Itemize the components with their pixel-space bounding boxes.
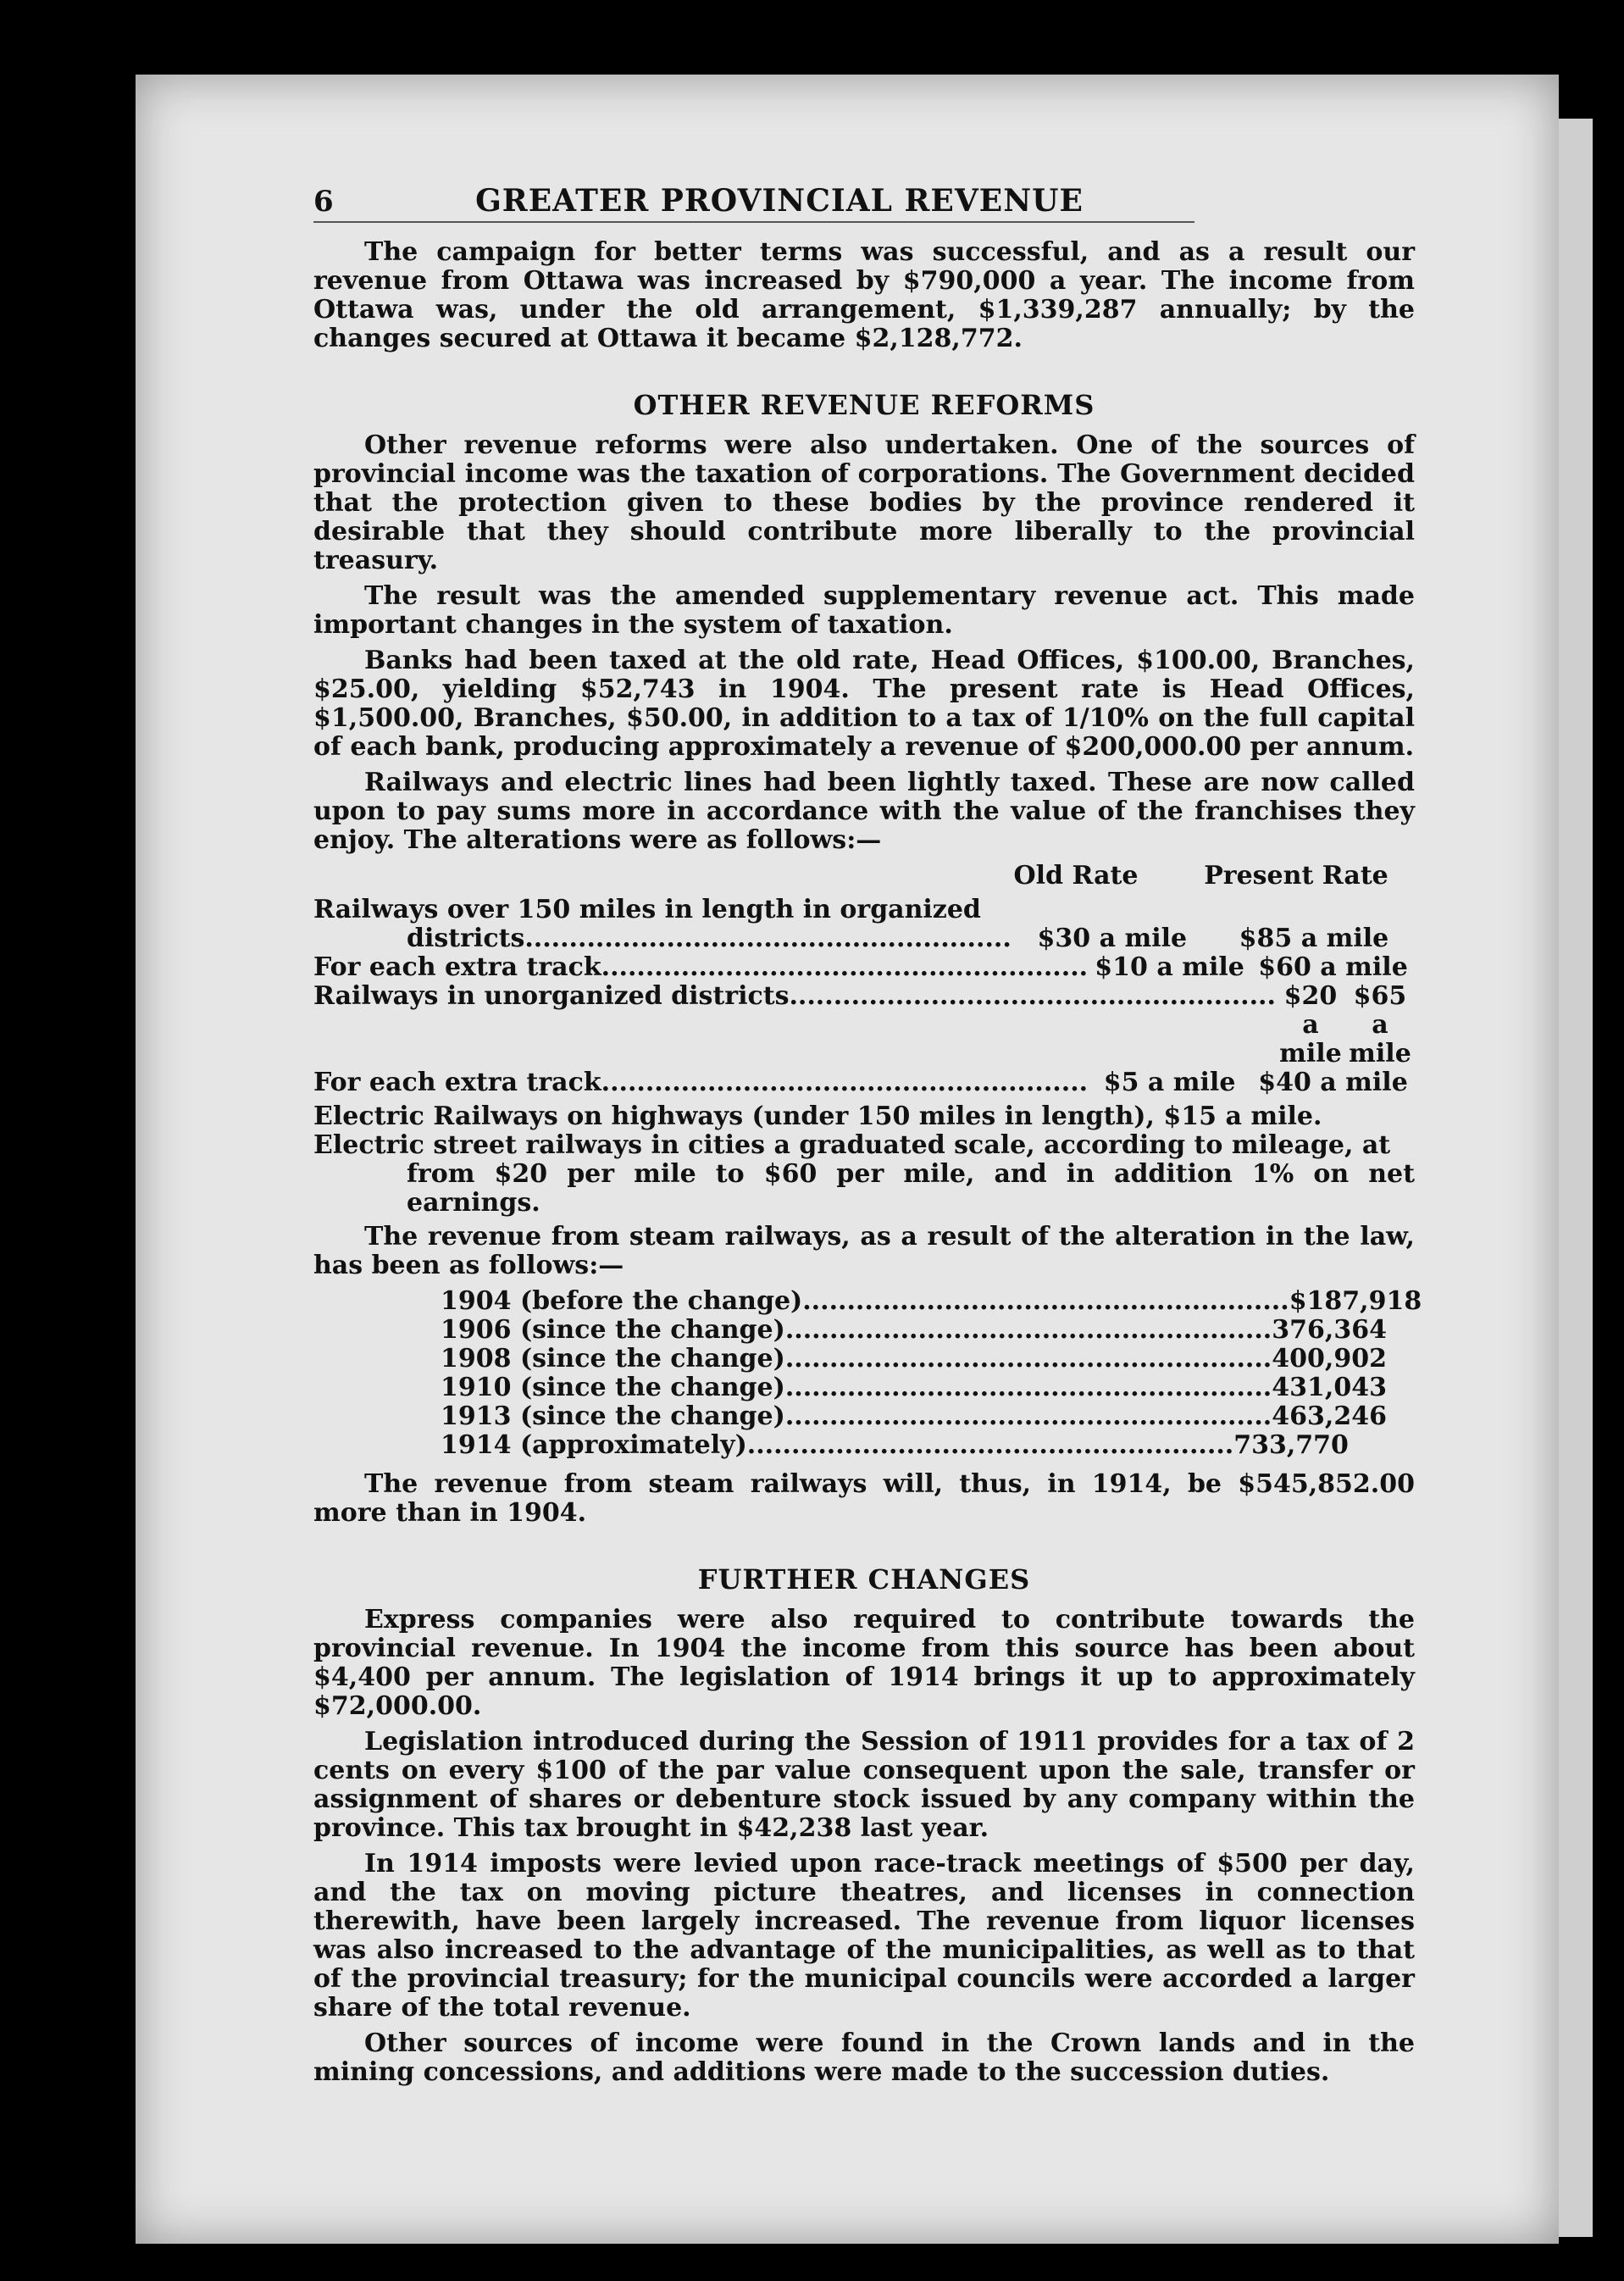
- old-rate-cell: $20 a mile: [1279, 981, 1342, 1068]
- revenue-year: 1910 (since the change).......................................................: [441, 1373, 1272, 1402]
- list-item: [441, 1373, 1387, 1402]
- present-rate-column-header: Present Rate: [1204, 861, 1388, 891]
- paragraph: Express companies were also required to contribute towards the provincial revenue. In 1904 the income from this source has been about $4,400 per annum. The legislation of 1914 brings it up to approximately $72,000.00.: [313, 1605, 1415, 1721]
- row-label: For each extra track.......................................................: [313, 1068, 1089, 1097]
- revenue-year: 1904 (before the change).......................................................: [441, 1286, 1289, 1316]
- paragraph: Railways and electric lines had been lightly taxed. These are now called upon to pay sums more in accordance with the value of the franchises they enjoy. The alterations were as follows:—: [313, 768, 1415, 855]
- table-row: [313, 982, 1415, 1068]
- page-content: [313, 183, 1422, 2094]
- street-railways-note: Electric street railways in cities a graduated scale, according to mileage, at: [313, 1130, 1391, 1160]
- old-rate-cell: $5 a mile: [1103, 1068, 1236, 1097]
- list-item: [441, 1286, 1422, 1316]
- paragraph: Other sources of income were found in the Crown lands and in the mining concessions, and additions were made to the succession duties.: [313, 2028, 1415, 2087]
- row-label: For each extra track.......................................................: [313, 952, 1089, 982]
- row-label: Railways over 150 miles in length in organized: [313, 895, 981, 924]
- page-number: 6: [313, 185, 334, 219]
- revenue-amount: 376,364: [1272, 1315, 1387, 1345]
- old-rate-column-header: Old Rate: [1013, 861, 1139, 891]
- steam-revenue-summary: The revenue from steam railways will, thus, in 1914, be $545,852.00 more than in 1904.: [313, 1469, 1415, 1528]
- table-row: [313, 1068, 1415, 1097]
- paragraph: The result was the amended supplementary revenue act. This made important changes in the system of taxation.: [313, 581, 1415, 640]
- revenue-year: 1906 (since the change).......................................................: [441, 1315, 1272, 1345]
- street-railways-note-continued: from $20 per mile to $60 per mile, and in addition 1% on net earnings.: [407, 1159, 1415, 1218]
- electric-railways-note: Electric Railways on highways (under 150 miles in length), $15 a mile.: [313, 1102, 1322, 1131]
- old-rate-cell: [981, 896, 1198, 924]
- running-header: [313, 183, 1194, 223]
- table-row: [313, 896, 1415, 924]
- list-item: [441, 1315, 1387, 1345]
- list-item: [441, 1430, 1349, 1460]
- steam-revenue-intro: The revenue from steam railways, as a result of the alteration in the law, has been as follows:—: [313, 1222, 1415, 1280]
- present-rate-cell: $85 a mile: [1239, 924, 1389, 953]
- old-rate-cell: $30 a mile: [1037, 924, 1188, 953]
- present-rate-cell: $65 a mile: [1349, 981, 1411, 1068]
- book-binding-edge: [1559, 119, 1593, 2237]
- row-label: Railways in unorganized districts.......................................................: [313, 981, 1276, 1011]
- revenue-amount: 733,770: [1233, 1430, 1349, 1460]
- row-label: districts.......................................................: [407, 924, 1012, 953]
- railway-rates-table: [313, 862, 1415, 1097]
- revenue-year: 1908 (since the change).......................................................: [441, 1344, 1272, 1374]
- steam-revenue-list: [441, 1286, 1422, 1460]
- paragraph: In 1914 imposts were levied upon race-track meetings of $500 per day, and the tax on moving picture theatres, and licenses in connection therewith, have been largely increased. The revenue from liquor licenses was also increased to the advantage of the municipalities, as well as to that of the provincial treasury; for the municipal councils were accorded a larger share of the total revenue.: [313, 1849, 1415, 2023]
- revenue-amount: 463,246: [1272, 1401, 1387, 1431]
- rates-table-header: [313, 862, 1415, 891]
- running-title: GREATER PROVINCIAL REVENUE: [475, 183, 1084, 219]
- old-rate-cell: $10 a mile: [1095, 952, 1244, 982]
- section-heading-other-revenue-reforms: OTHER REVENUE REFORMS: [633, 389, 1095, 421]
- section-heading-further-changes: FURTHER CHANGES: [697, 1563, 1031, 1596]
- paragraph: Banks had been taxed at the old rate, Head Offices, $100.00, Branches, $25.00, yielding $52,743 in 1904. The present rate is Head Offices, $1,500.00, Branches, $50.00, in addition to a tax of 1/10% on the full capital of each bank, producing approximately a revenue of $200,000.00 per annum.: [313, 646, 1415, 762]
- revenue-amount: 431,043: [1272, 1373, 1387, 1402]
- revenue-year: 1914 (approximately).......................................................: [441, 1430, 1234, 1460]
- list-item: [441, 1401, 1387, 1431]
- table-row: [313, 953, 1415, 982]
- revenue-year: 1913 (since the change).......................................................: [441, 1401, 1272, 1431]
- list-item: [441, 1344, 1387, 1374]
- revenue-amount: $187,918: [1289, 1286, 1422, 1316]
- intro-paragraph: The campaign for better terms was successful, and as a result our revenue from Ottawa was increased by $790,000 a year. The income from Ottawa was, under the old arrangement, $1,339,287 annually; by the changes secured at Ottawa it became $2,128,772.: [313, 237, 1415, 353]
- further-changes-body: [313, 1606, 1415, 2087]
- present-rate-cell: $60 a mile: [1258, 952, 1408, 982]
- paragraph: Legislation introduced during the Session of 1911 provides for a tax of 2 cents on every $100 of the par value consequent upon the sale, transfer or assignment of shares or debenture stock issued by any company within the province. This tax brought in $42,238 last year.: [313, 1727, 1415, 1843]
- paragraph: Other revenue reforms were also undertaken. One of the sources of provincial income was the taxation of corporations. The Government decided that the protection given to these bodies by the province rendered it desirable that they should contribute more liberally to the provincial treasury.: [313, 430, 1415, 575]
- present-rate-cell: [1198, 896, 1415, 924]
- table-row: [313, 924, 1415, 953]
- revenue-amount: 400,902: [1272, 1344, 1387, 1374]
- present-rate-cell: $40 a mile: [1258, 1068, 1408, 1097]
